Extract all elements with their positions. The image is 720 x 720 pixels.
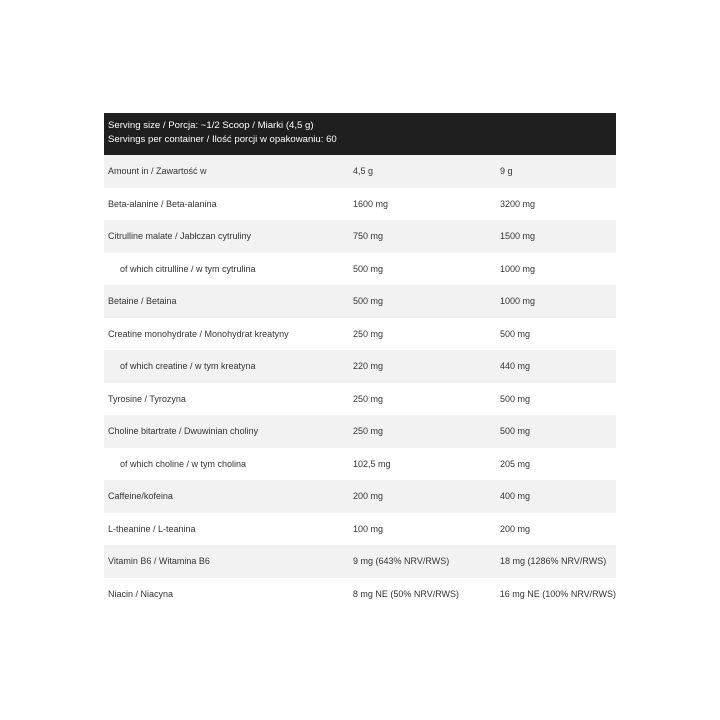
amount-per-serving: 9 mg (643% NRV/RWS) [353,556,450,567]
table-row [104,383,616,416]
amount-per-double-serving: 3200 mg [500,198,536,209]
amount-per-double-serving: 400 mg [500,491,531,502]
amount-per-double-serving: 16 mg NE (100% NRV/RWS) [499,588,616,599]
ingredient-name: of which citrulline / w tym cytrulina [120,263,256,274]
table-row [104,285,616,318]
table-row [104,188,616,221]
amount-per-double-serving: 500 mg [500,393,531,404]
table-row [104,220,616,253]
ingredient-name: Choline bitartrate / Dwuwinian choliny [108,426,259,437]
table-row [104,545,616,578]
amount-per-serving: 200 mg [353,491,384,502]
amount-per-double-serving: 1500 mg [500,231,536,242]
amount-per-double-serving: 9 g [500,166,513,177]
amount-per-double-serving: 18 mg (1286% NRV/RWS) [500,556,607,567]
table-row [104,513,616,546]
amount-per-double-serving: 200 mg [500,523,531,534]
ingredient-name: of which creatine / w tym kreatyna [120,361,256,372]
amount-per-serving: 750 mg [353,231,384,242]
table-row [104,318,616,351]
nutrition-facts-table [104,113,616,610]
amount-per-serving: 100 mg [353,523,384,534]
amount-per-double-serving: 500 mg [500,328,531,339]
ingredient-name: Vitamin B6 / Witamina B6 [108,556,210,567]
amount-per-serving: 1600 mg [353,198,389,209]
ingredient-name: Creatine monohydrate / Monohydrat kreatyny [108,328,289,339]
serving-size-text: Serving size / Porcja: ~1/2 Scoop / Miarki (4,5 g) [108,120,314,131]
ingredient-name: Citrulline malate / Jabłczan cytruliny [108,231,252,242]
table-row [104,350,616,383]
amount-per-double-serving: 1000 mg [500,263,536,274]
table-row [104,253,616,286]
table-header [104,113,616,155]
amount-per-serving: 500 mg [353,263,384,274]
ingredient-name: Betaine / Betaina [108,296,177,307]
ingredient-name: Beta-alanine / Beta-alanina [108,198,217,209]
amount-per-serving: 8 mg NE (50% NRV/RWS) [352,588,460,599]
table-body [104,155,616,610]
table-row [104,480,616,513]
table-row [104,415,616,448]
amount-per-double-serving: 440 mg [500,361,531,372]
ingredient-name: Caffeine/kofeina [108,491,173,502]
servings-per-container-text: Servings per container / Ilość porcji w opakowaniu: 60 [108,134,337,145]
amount-per-double-serving: 500 mg [500,426,531,437]
ingredient-name: Tyrosine / Tyrozyna [108,393,186,404]
ingredient-name: L-theanine / L-teanina [108,523,196,534]
table-row [104,155,616,188]
amount-per-double-serving: 205 mg [500,458,531,469]
ingredient-name: Niacin / Niacyna [108,588,174,599]
amount-per-serving: 250 mg [353,426,384,437]
amount-per-serving: 250 mg [353,328,384,339]
amount-per-serving: 4,5 g [353,166,374,177]
amount-per-serving: 500 mg [353,296,384,307]
amount-per-serving: 102,5 mg [353,458,391,469]
ingredient-name: Amount in / Zawartość w [108,166,207,177]
table-row [104,578,616,611]
ingredient-name: of which choline / w tym cholina [120,458,247,469]
table-row [104,448,616,481]
amount-per-serving: 250 mg [353,393,384,404]
amount-per-double-serving: 1000 mg [500,296,536,307]
amount-per-serving: 220 mg [353,361,384,372]
